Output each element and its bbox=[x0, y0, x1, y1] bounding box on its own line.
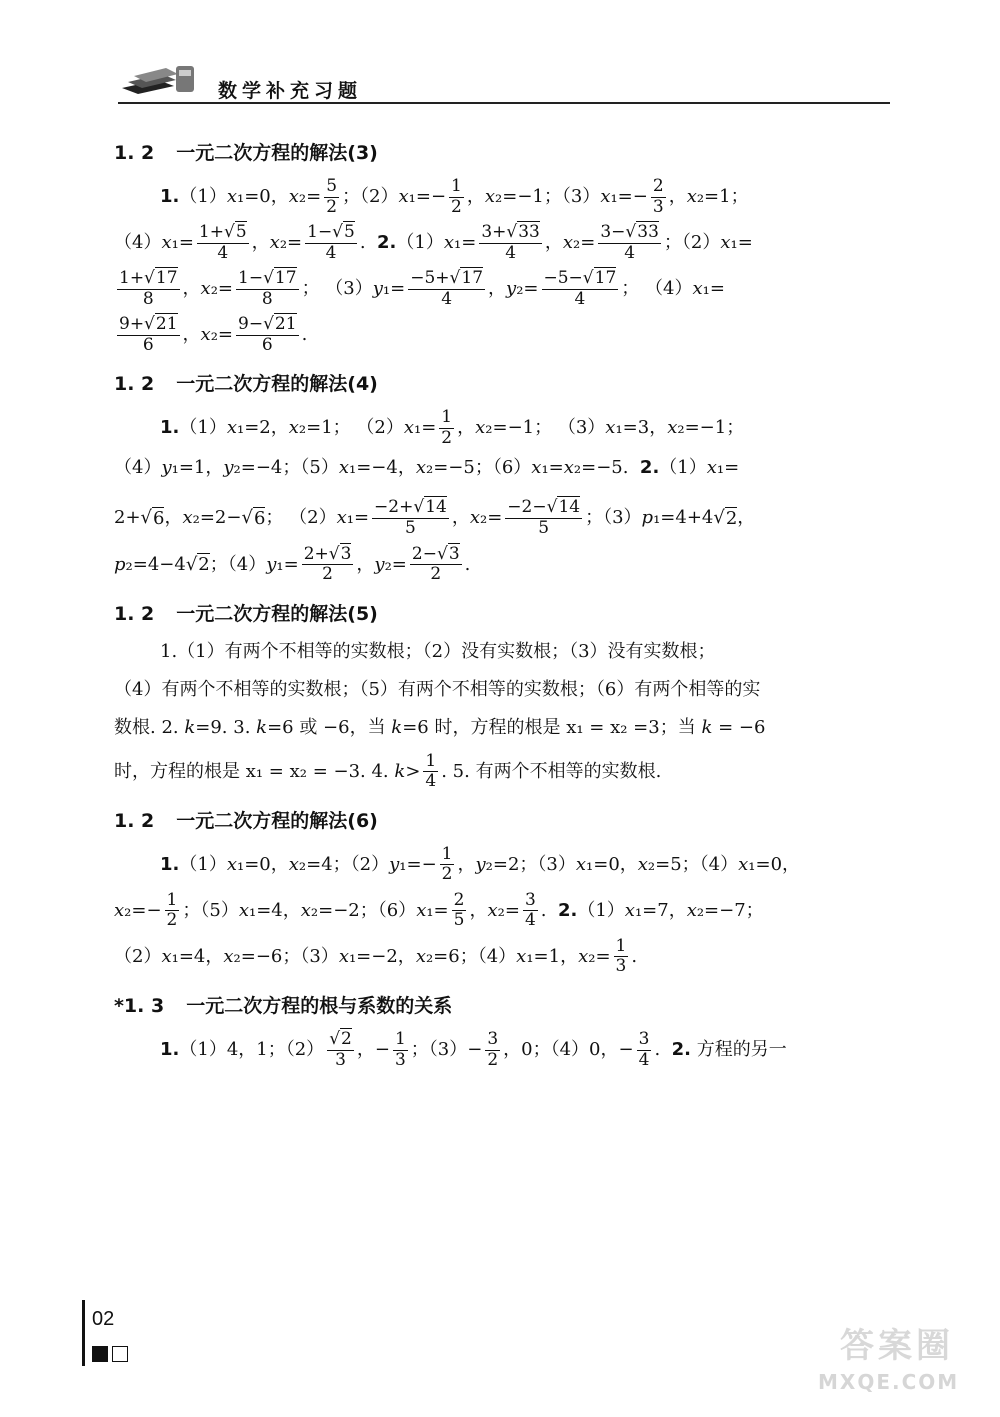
answer-line: $\frac{1+√17}{8}$ ，x₂= $\frac{1-√17}{8}$ ； （3）y₁= $\frac{-5+√17}{4}$ ，y₂= $\frac{-5-√17}{4}$ ； （4）x₁= bbox=[119, 268, 725, 309]
answer-line: （4）有两个不相等的实数根；（5）有两个不相等的实数根；（6）有两个相等的实 bbox=[114, 678, 761, 700]
answer-line: 1.（1）4，1；（2） $\frac{√2}{3}$ ，− $\frac{1}{3}$ ；（3）− $\frac{3}{2}$ ，0；（4）0，− $\frac{3}{4}$ . 2. 方程的另一 bbox=[160, 1029, 787, 1070]
answer-line: 1.（1）x₁=0，x₂=4；（2）y₁=− $\frac{1}{2}$ ，y₂=2；（3）x₁=0，x₂=5；（4）x₁=0， bbox=[160, 843, 801, 885]
answer-line: x₂=− $\frac{1}{2}$ ；（5）x₁=4，x₂=−2；（6）x₁= $\frac{2}{5}$ ，x₂= $\frac{3}{4}$ . 2.（1）x₁=7，x₂=−7； bbox=[114, 889, 764, 931]
section-solving-3 bbox=[114, 138, 894, 355]
answer-line: （4）y₁=1，y₂=−4；（5）x₁=−4，x₂=−5；（6）x₁=x₂=−5. 2.（1）x₁= bbox=[114, 457, 740, 479]
section-solving-4 bbox=[114, 369, 894, 584]
header-rule bbox=[118, 102, 890, 104]
answer-line: 1.（1）有两个不相等的实数根；（2）没有实数根；（3）没有实数根； bbox=[160, 640, 716, 662]
page-number: 02 bbox=[92, 1308, 115, 1330]
filled-square-icon bbox=[92, 1346, 108, 1362]
watermark-url: MXQE.COM bbox=[818, 1370, 960, 1394]
answer-line: 1.（1）x₁=2，x₂=1； （2）x₁= $\frac{1}{2}$ ，x₂=−1； （3）x₁=3，x₂=−1； bbox=[160, 407, 745, 448]
empty-square-icon bbox=[112, 1346, 128, 1362]
answer-line: （2）x₁=4，x₂=−6；（3）x₁=−2，x₂=6；（4）x₁=1，x₂= $\frac{1}{3}$ . bbox=[114, 935, 638, 977]
answer-line: 2+√6，x₂=2−√6； （2）x₁= $\frac{-2+√14}{5}$ ，x₂= $\frac{-2-√14}{5}$ ；（3）p₁=4+4√2， bbox=[114, 497, 756, 539]
answer-line: p₂=4−4√2；（4）y₁= $\frac{2+√3}{2}$ ，y₂= $\frac{2-√3}{2}$ . bbox=[114, 543, 471, 585]
answer-line: 数根. 2. k=9. 3. k=6 或 −6，当 k=6 时，方程的根是 x₁ = x₂ =3；当 k = −6 bbox=[114, 716, 766, 738]
watermark bbox=[800, 1318, 980, 1408]
answer-line: 时，方程的根是 x₁ = x₂ = −3. 4. k> $\frac{1}{4}$ . 5. 有两个不相等的实数根. bbox=[114, 750, 662, 792]
book-title: 数学补充习题 bbox=[218, 80, 363, 102]
page-footer bbox=[82, 1300, 142, 1380]
answer-line: （4）x₁= $\frac{1+√5}{4}$ ，x₂= $\frac{1-√5}{4}$ . 2.（1）x₁= $\frac{3+√33}{4}$ ，x₂= $\frac{3-√33}{4}$ ；（2）x₁= bbox=[114, 222, 753, 263]
section-title: 1. 2 一元二次方程的解法(5) bbox=[114, 602, 378, 625]
books-logo-icon bbox=[118, 62, 200, 96]
section-title: *1. 3 一元二次方程的根与系数的关系 bbox=[114, 995, 453, 1018]
answer-line: 1.（1）x₁=0，x₂= $\frac{5}{2}$ ；（2）x₁=− $\frac{1}{2}$ ，x₂=−1；（3）x₁=− $\frac{2}{3}$ ，x₂=1； bbox=[160, 176, 749, 217]
page-header bbox=[118, 62, 890, 106]
section-title: 1. 2 一元二次方程的解法(3) bbox=[114, 142, 378, 164]
footer-bar bbox=[82, 1300, 85, 1366]
section-roots-coefficients bbox=[114, 991, 894, 1070]
answer-line: $\frac{9+√21}{6}$ ，x₂= $\frac{9-√21}{6}$ . bbox=[119, 314, 308, 355]
watermark-logo-text: 答案圈 bbox=[840, 1326, 954, 1366]
section-title: 1. 2 一元二次方程的解法(4) bbox=[114, 373, 378, 396]
section-title: 1. 2 一元二次方程的解法(6) bbox=[114, 809, 378, 832]
section-solving-6 bbox=[114, 806, 894, 977]
answer-content bbox=[114, 138, 894, 1084]
section-solving-5 bbox=[114, 599, 894, 792]
